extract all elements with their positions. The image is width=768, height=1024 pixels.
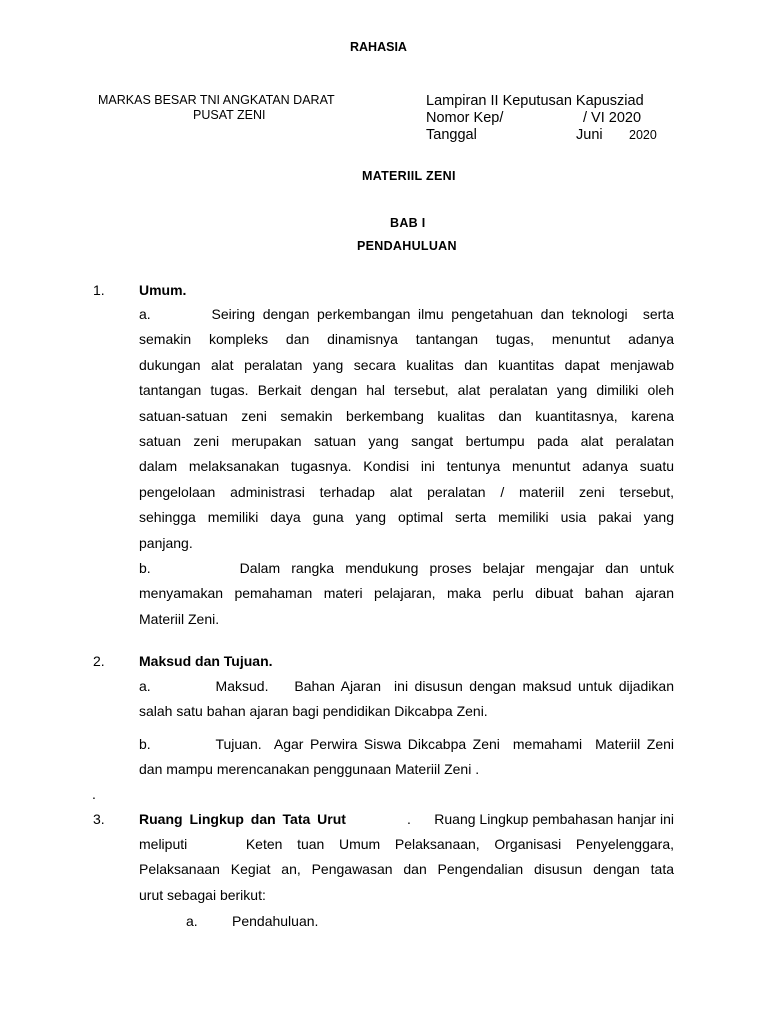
paragraph-line: urut sebagai berikut: <box>139 886 266 903</box>
paragraph-line: dalam melaksanakan tugasnya. Kondisi ini tentunya menuntut adanya suatu <box>139 458 674 475</box>
section-3-number: 3. <box>93 811 105 827</box>
paragraph-line: meliputi Keten tuan Umum Pelaksanaan, Organisasi Penyelenggara, <box>139 836 674 852</box>
org-name: MARKAS BESAR TNI ANGKATAN DARAT <box>98 93 335 107</box>
section-2b-paragraph <box>139 732 674 783</box>
paragraph-line: panjang. <box>139 534 193 551</box>
paragraph-line: b. Dalam rangka mendukung proses belajar mengajar dan untuk <box>139 559 674 576</box>
document-title: MATERIIL ZENI <box>362 169 456 183</box>
section-2a-paragraph <box>139 674 674 725</box>
section-2-number: 2. <box>93 653 105 669</box>
paragraph-line: dan mampu merencanakan penggunaan Materiil Zeni . <box>139 761 480 778</box>
classification-marking: RAHASIA <box>350 40 407 54</box>
nomor-value: / VI 2020 <box>583 110 642 126</box>
paragraph-line: salah satu bahan ajaran bagi pendidikan Dikcabpa Zeni. <box>139 703 488 720</box>
paragraph-line: b. Tujuan. Agar Perwira Siswa Dikcabpa Zeni memahami Materiil Zeni <box>139 736 674 752</box>
section-3-subitem-label: a. <box>186 913 198 929</box>
tanggal-month: Juni <box>576 127 603 143</box>
chapter-number: BAB I <box>390 216 426 230</box>
paragraph-line: sehingga memiliki daya guna yang optimal serta memiliki usia pakai yang <box>139 509 674 526</box>
section-1-number: 1. <box>93 282 105 298</box>
section-1a-paragraph <box>139 302 674 632</box>
nomor-label: Nomor Kep/ <box>426 110 504 126</box>
paragraph-line: pengelolaan administrasi terhadap alat peralatan / materiil zeni tersebut, <box>139 483 674 500</box>
paragraph-line: Materiil Zeni. <box>139 610 220 627</box>
section-1-heading: Umum. <box>139 282 187 298</box>
paragraph-line: a. Maksud. Bahan Ajaran ini disusun dengan maksud untuk dijadikan <box>139 678 674 694</box>
section-3-subitem-text: Pendahuluan. <box>232 913 319 929</box>
paragraph-line: satuan-satuan zeni semakin berkembang kualitas dan kuantitasnya, karena <box>139 407 674 424</box>
paragraph-line: semakin kompleks dan dinamisnya tantangan tugas, menuntut adanya <box>139 331 674 348</box>
paragraph-line: dukungan alat peralatan yang secara kualitas dan kuantitas dapat menjawab <box>139 356 674 373</box>
paragraph-line: a. Seiring dengan perkembangan ilmu pengetahuan dan teknologi serta <box>139 306 674 322</box>
lampiran-title: Lampiran II Keputusan Kapusziad <box>426 93 644 109</box>
section-3-intro: . Ruang Lingkup pembahasan hanjar ini <box>407 811 674 827</box>
section-2-heading: Maksud dan Tujuan. <box>139 653 273 669</box>
tanggal-label: Tanggal <box>426 127 477 143</box>
paragraph-line: satuan zeni merupakan satuan yang sangat bertumpu pada alat peralatan <box>139 432 674 449</box>
stray-dot: . <box>92 786 96 802</box>
org-unit: PUSAT ZENI <box>193 108 266 122</box>
section-3-heading: Ruang Lingkup dan Tata Urut <box>139 811 346 827</box>
chapter-title: PENDAHULUAN <box>357 239 457 253</box>
section-3-paragraph <box>139 832 674 908</box>
paragraph-line: menyamakan pemahaman materi pelajaran, maka perlu dibuat bahan ajaran <box>139 585 674 602</box>
section-3-first-line <box>139 811 674 827</box>
paragraph-line: Pelaksanaan Kegiat an, Pengawasan dan Pengendalian disusun dengan tata <box>139 861 674 878</box>
tanggal-year: 2020 <box>629 128 657 142</box>
paragraph-line: tantangan tugas. Berkait dengan hal tersebut, alat peralatan yang dimiliki oleh <box>139 382 674 399</box>
